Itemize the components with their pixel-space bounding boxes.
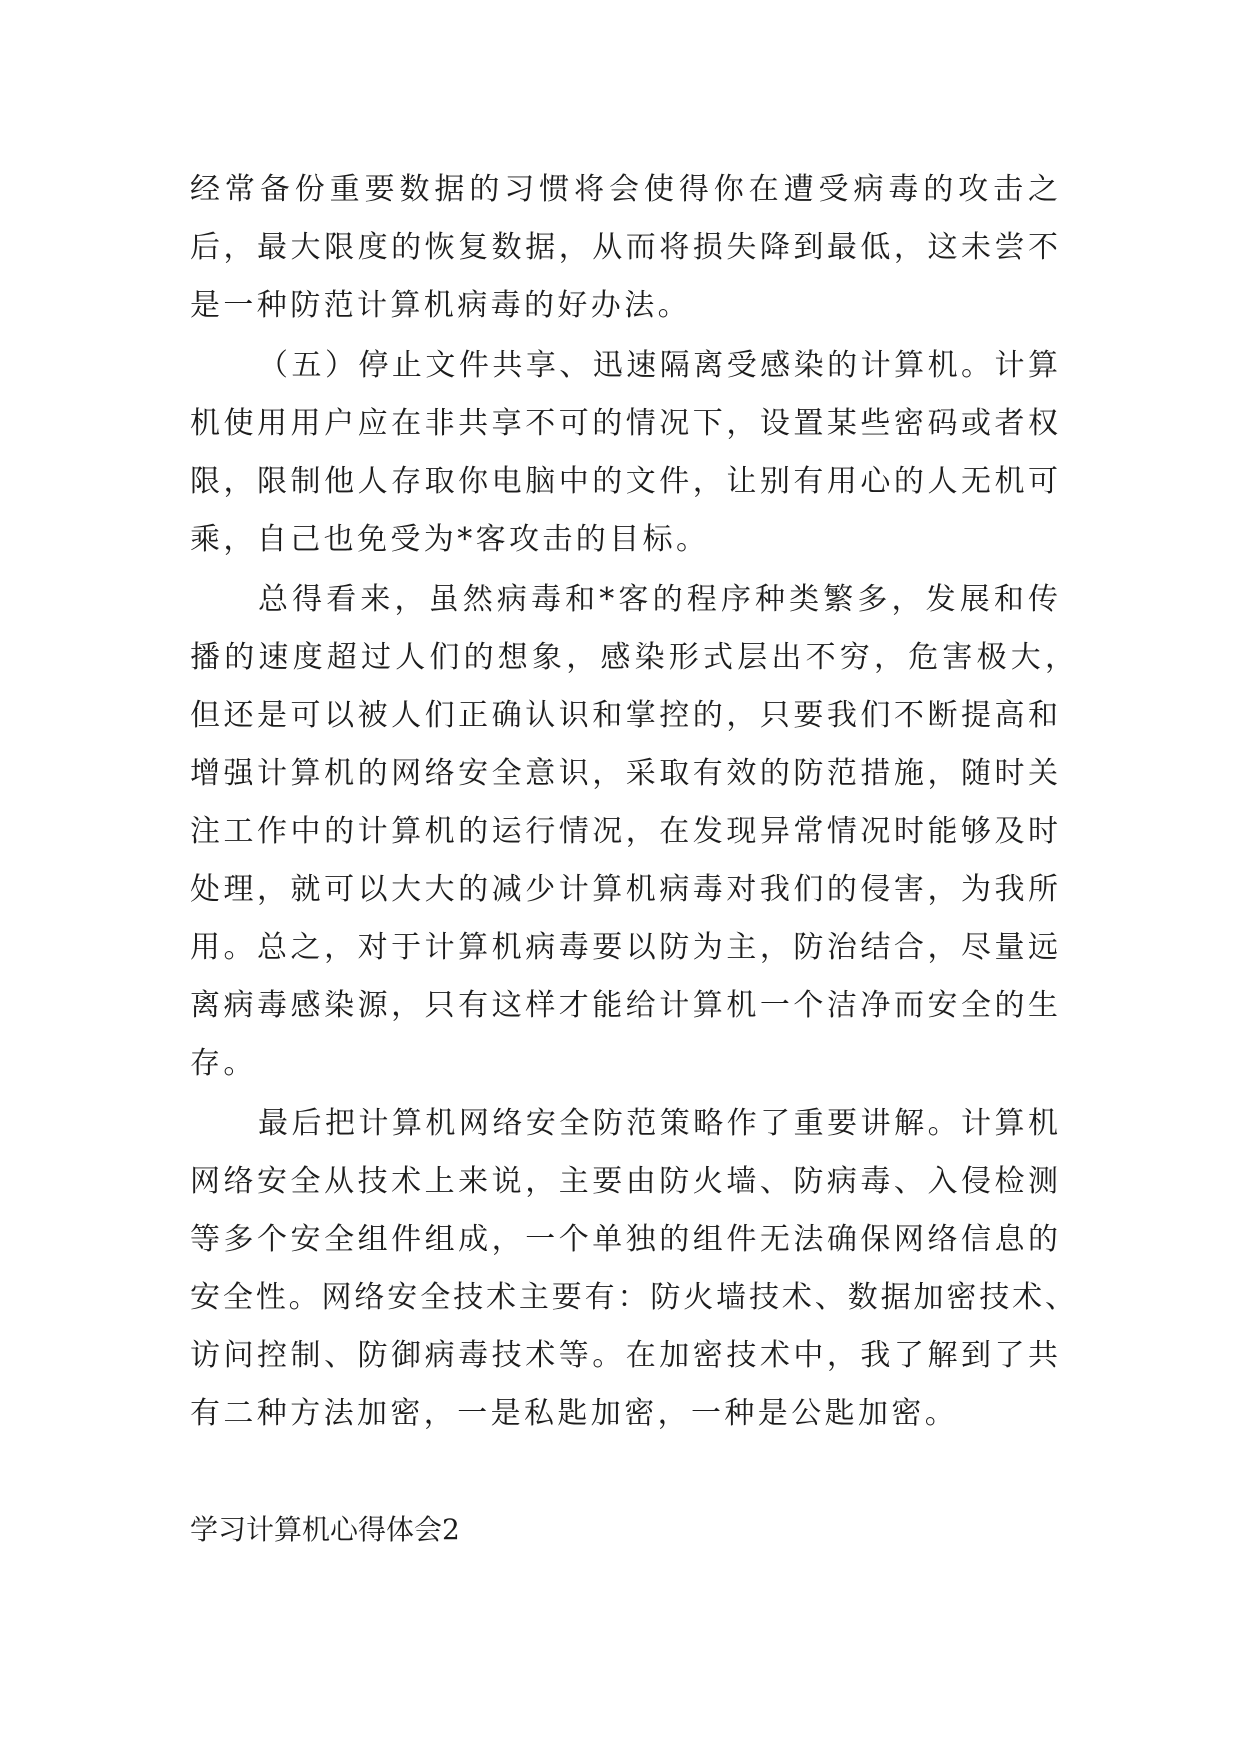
paragraph-line: 经常备份重要数据的习惯将会使得你在遭受病毒的攻击之: [190, 172, 1058, 207]
paragraph-line: 有二种方法加密，一是私匙加密，一种是公匙加密。: [190, 1396, 959, 1431]
document-body: [190, 161, 1075, 1559]
paragraph-line: 网络安全从技术上来说，主要由防火墙、防病毒、入侵检测: [190, 1164, 1058, 1199]
paragraph-line: （五）停止文件共享、迅速隔离受感染的计算机。计算: [258, 348, 1058, 383]
paragraph-line: 是一种防范计算机病毒的好办法。: [190, 288, 691, 323]
paragraph-line: 离病毒感染源，只有这样才能给计算机一个洁净而安全的生: [190, 988, 1058, 1023]
paragraph-line: 但还是可以被人们正确认识和掌控的，只要我们不断提高和: [190, 698, 1058, 733]
paragraph-summary: [190, 571, 1075, 1093]
paragraph-line: 总得看来，虽然病毒和*客的程序种类繁多，发展和传: [258, 582, 1058, 617]
paragraph-line: 等多个安全组件组成，一个单独的组件无法确保网络信息的: [190, 1222, 1058, 1257]
paragraph-line: 增强计算机的网络安全意识，采取有效的防范措施，随时关: [190, 756, 1058, 791]
paragraph-line: 访问控制、防御病毒技术等。在加密技术中，我了解到了共: [190, 1338, 1058, 1373]
paragraph-backup: [190, 161, 1058, 335]
paragraph-line: 处理，就可以大大的减少计算机病毒对我们的侵害，为我所: [190, 872, 1058, 907]
paragraph-line: 最后把计算机网络安全防范策略作了重要讲解。计算机: [258, 1106, 1058, 1141]
paragraph-line: 存。: [190, 1046, 257, 1081]
paragraph-line: 注工作中的计算机的运行情况，在发现异常情况时能够及时: [190, 814, 1058, 849]
section-heading: 学习计算机心得体会2: [190, 1513, 460, 1546]
paragraph-line: 乘，自己也免受为*客攻击的目标。: [190, 522, 710, 557]
paragraph-line: 播的速度超过人们的想象，感染形式层出不穷，危害极大，: [190, 640, 1075, 675]
paragraph-line: 后，最大限度的恢复数据，从而将损失降到最低，这未尝不: [190, 230, 1058, 265]
paragraph-line: 限，限制他人存取你电脑中的文件，让别有用心的人无机可: [190, 464, 1058, 499]
paragraph-line: 机使用用户应在非共享不可的情况下，设置某些密码或者权: [190, 406, 1058, 441]
paragraph-line: 安全性。网络安全技术主要有：防火墙技术、数据加密技术、: [190, 1280, 1075, 1315]
paragraph-line: 用。总之，对于计算机病毒要以防为主，防治结合，尽量远: [190, 930, 1058, 965]
paragraph-security-strategy: [190, 1095, 1075, 1443]
paragraph-stop-sharing: [190, 337, 1058, 569]
